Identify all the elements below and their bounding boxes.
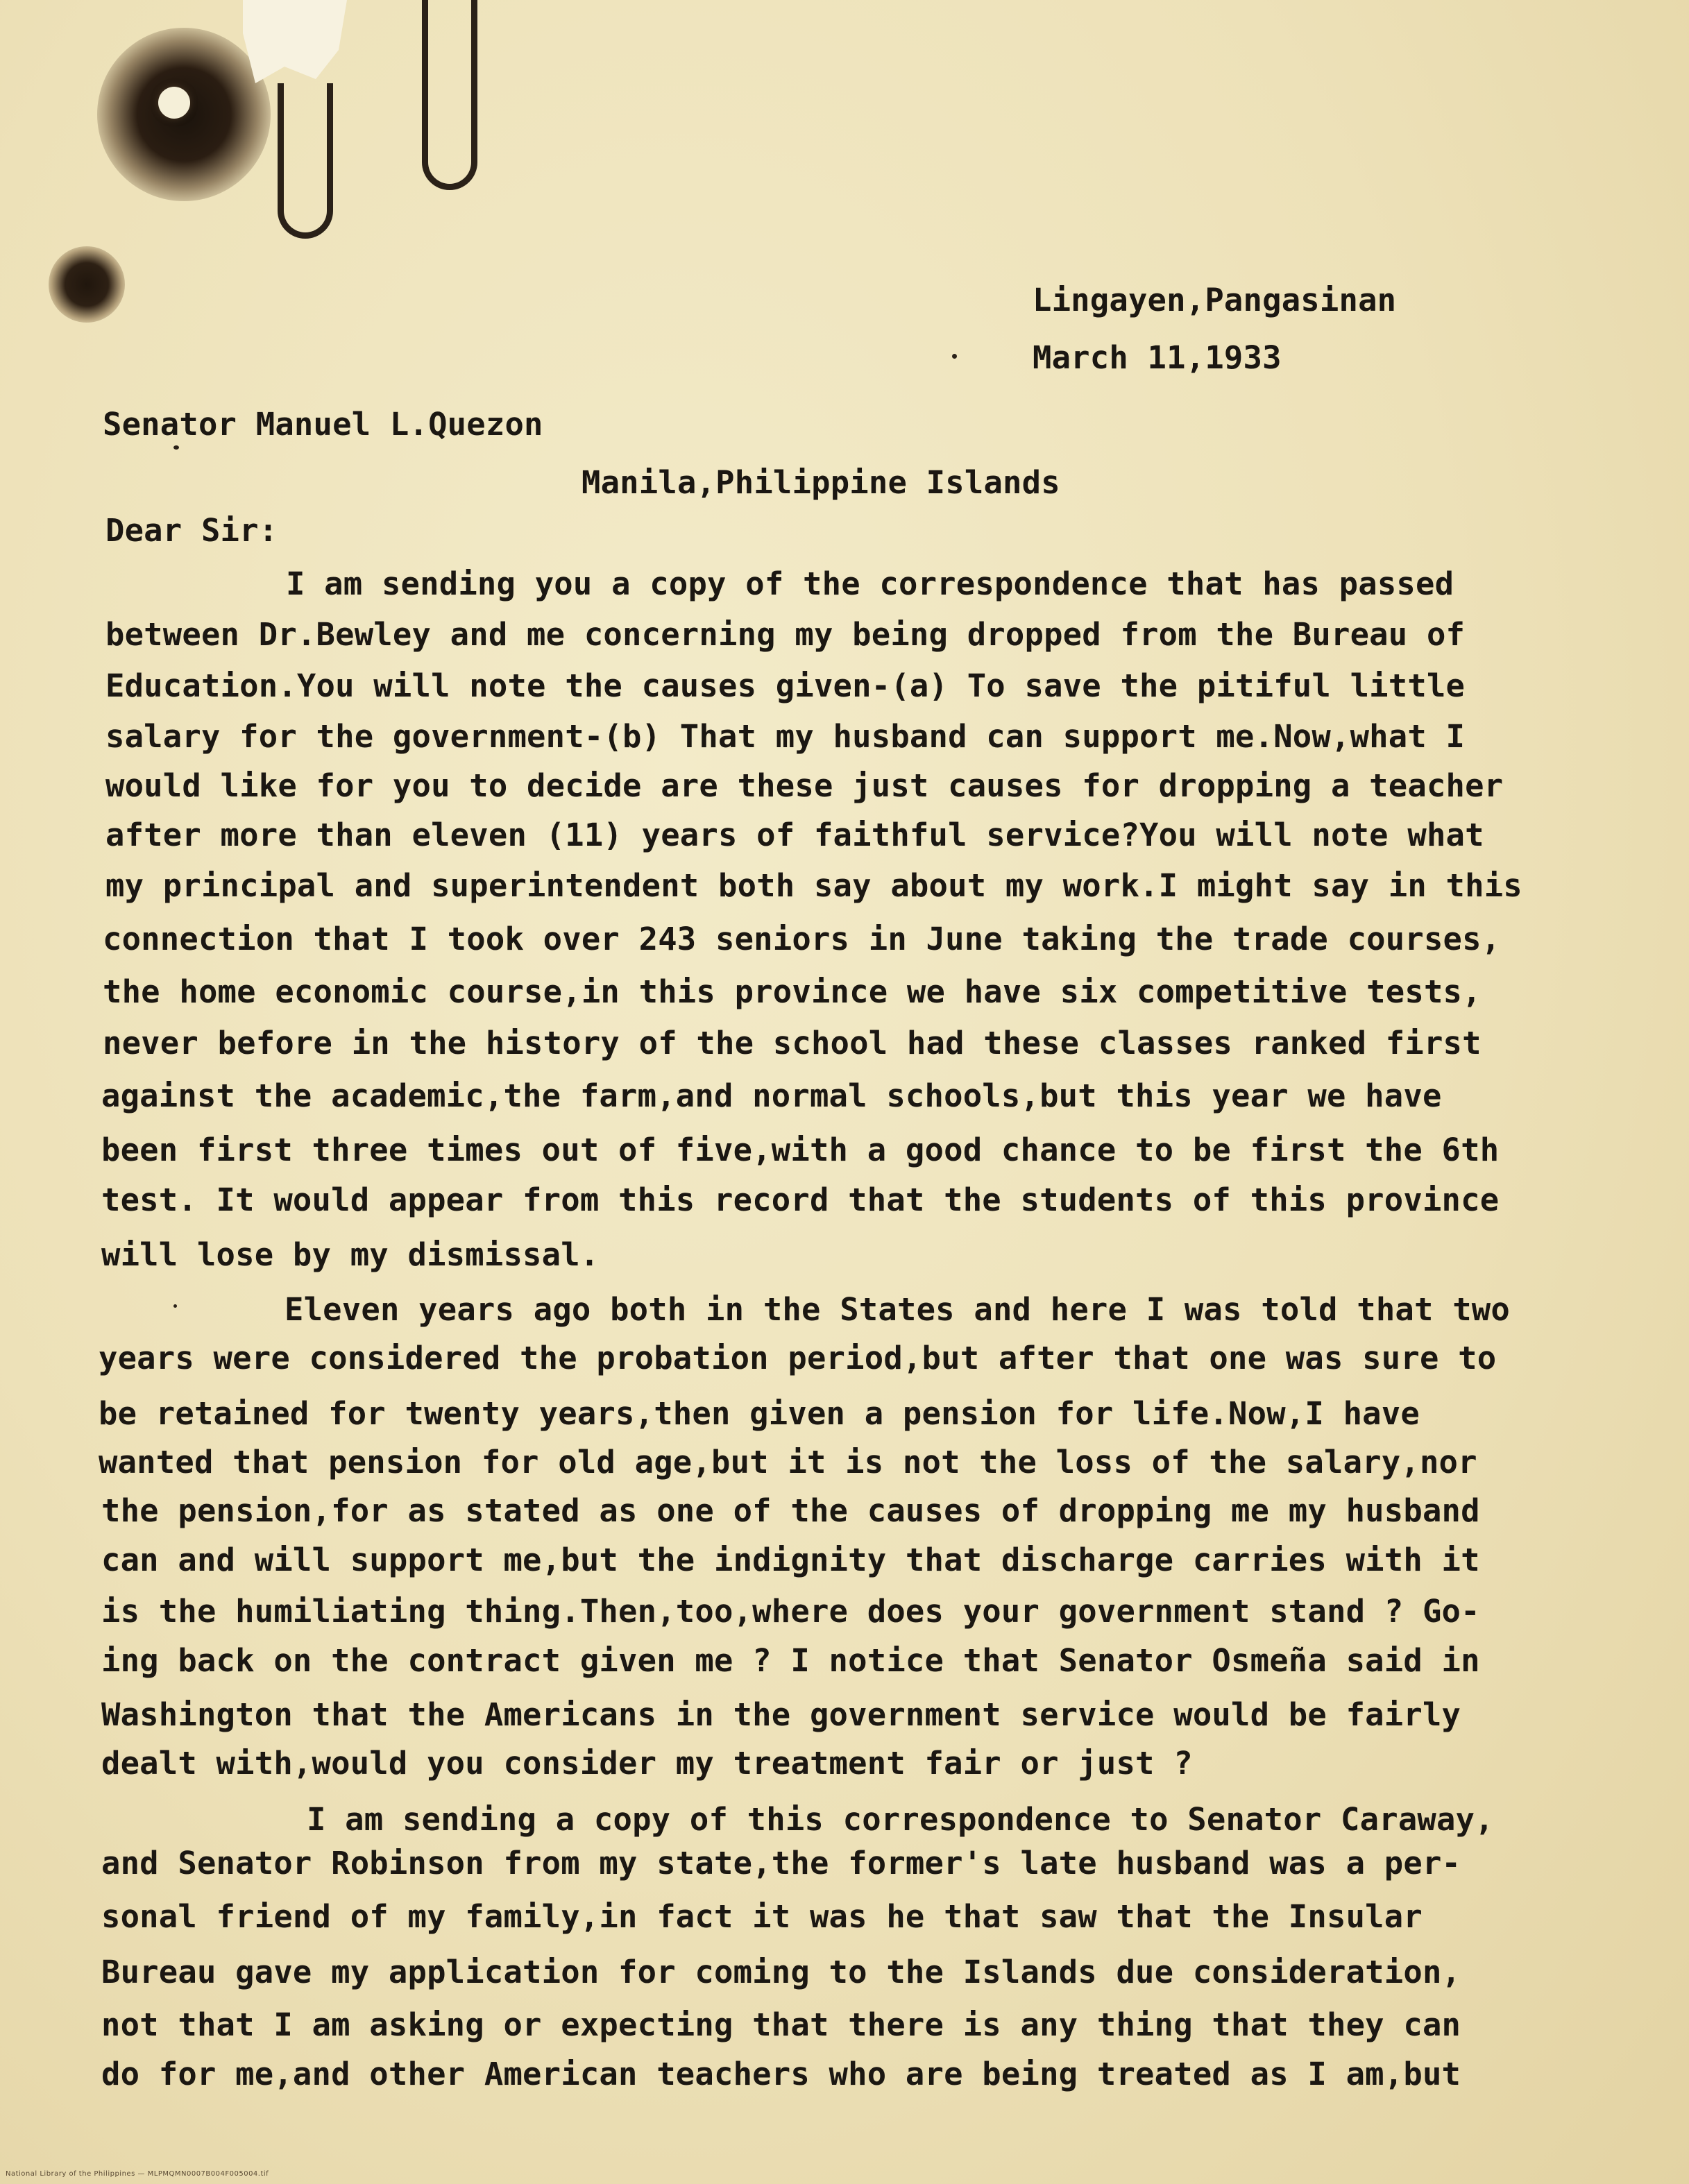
paragraph-line: my principal and superintendent both say about my work.I might say in this xyxy=(105,867,1522,904)
paragraph-line: and Senator Robinson from my state,the former's late husband was a per- xyxy=(101,1845,1461,1882)
paragraph-line: can and will support me,but the indignity that discharge carries with it xyxy=(101,1542,1480,1578)
paragraph-line: between Dr.Bewley and me concerning my being dropped from the Bureau of xyxy=(105,616,1466,653)
burn-stain-small xyxy=(49,246,125,323)
paragraph-line: been first three times out of five,with a good chance to be first the 6th xyxy=(101,1132,1500,1168)
paragraph-line: I am sending you a copy of the correspondence that has passed xyxy=(286,565,1454,602)
paragraph-line: against the academic,the farm,and normal schools,but this year we have xyxy=(101,1077,1442,1114)
paragraph-line: dealt with,would you consider my treatment fair or just ? xyxy=(101,1745,1193,1782)
torn-corner xyxy=(243,0,347,83)
paragraph-line: will lose by my dismissal. xyxy=(101,1236,600,1273)
paragraph-line: Washington that the Americans in the government service would be fairly xyxy=(101,1696,1461,1733)
letter-place: Lingayen,Pangasinan xyxy=(1033,282,1397,318)
ink-dot xyxy=(952,354,957,359)
recipient-address: Manila,Philippine Islands xyxy=(582,464,1060,501)
paragraph-line: Eleven years ago both in the States and here I was told that two xyxy=(285,1291,1510,1328)
paper-clip-icon xyxy=(278,83,333,239)
paragraph-line: not that I am asking or expecting that there is any thing that they can xyxy=(101,2006,1461,2043)
paragraph-line: be retained for twenty years,then given a pension for life.Now,I have xyxy=(99,1395,1420,1432)
paragraph-line: Education.You will note the causes given-(a) To save the pitiful little xyxy=(105,667,1466,704)
ink-dot xyxy=(173,1304,177,1308)
paragraph-line: I am sending a copy of this correspondence to Senator Caraway, xyxy=(307,1801,1494,1838)
paragraph-line: salary for the government-(b) That my husband can support me.Now,what I xyxy=(105,718,1466,755)
archive-stamp: National Library of the Philippines — MLPMQMN0007B004F005004.tif xyxy=(6,2170,269,2178)
paragraph-line: years were considered the probation period,but after that one was sure to xyxy=(99,1340,1497,1376)
paragraph-line: the home economic course,in this province we have six competitive tests, xyxy=(103,973,1482,1010)
paragraph-line: is the humiliating thing.Then,too,where does your government stand ? Go- xyxy=(101,1593,1480,1630)
paragraph-line: connection that I took over 243 seniors in June taking the trade courses, xyxy=(103,921,1501,957)
paragraph-line: never before in the history of the school had these classes ranked first xyxy=(103,1025,1482,1061)
letter-date: March 11,1933 xyxy=(1033,339,1282,376)
paragraph-line: after more than eleven (11) years of faithful service?You will note what xyxy=(105,817,1484,853)
salutation: Dear Sir: xyxy=(105,512,278,549)
paragraph-line: wanted that pension for old age,but it is not the loss of the salary,nor xyxy=(99,1444,1477,1481)
paragraph-line: ing back on the contract given me ? I notice that Senator Osmeña said in xyxy=(101,1642,1480,1679)
burn-hole xyxy=(158,87,190,119)
paragraph-line: test. It would appear from this record that the students of this province xyxy=(101,1181,1500,1218)
paragraph-line: Bureau gave my application for coming to the Islands due consideration, xyxy=(101,1954,1461,1990)
paragraph-line: sonal friend of my family,in fact it was he that saw that the Insular xyxy=(101,1898,1423,1935)
paragraph-line: would like for you to decide are these just causes for dropping a teacher xyxy=(105,767,1504,804)
ink-dot xyxy=(173,445,179,450)
paper-clip-icon xyxy=(422,0,477,190)
paragraph-line: the pension,for as stated as one of the causes of dropping me my husband xyxy=(101,1492,1480,1529)
paragraph-line: do for me,and other American teachers who are being treated as I am,but xyxy=(101,2056,1461,2092)
recipient-name: Senator Manuel L.Quezon xyxy=(103,406,543,443)
